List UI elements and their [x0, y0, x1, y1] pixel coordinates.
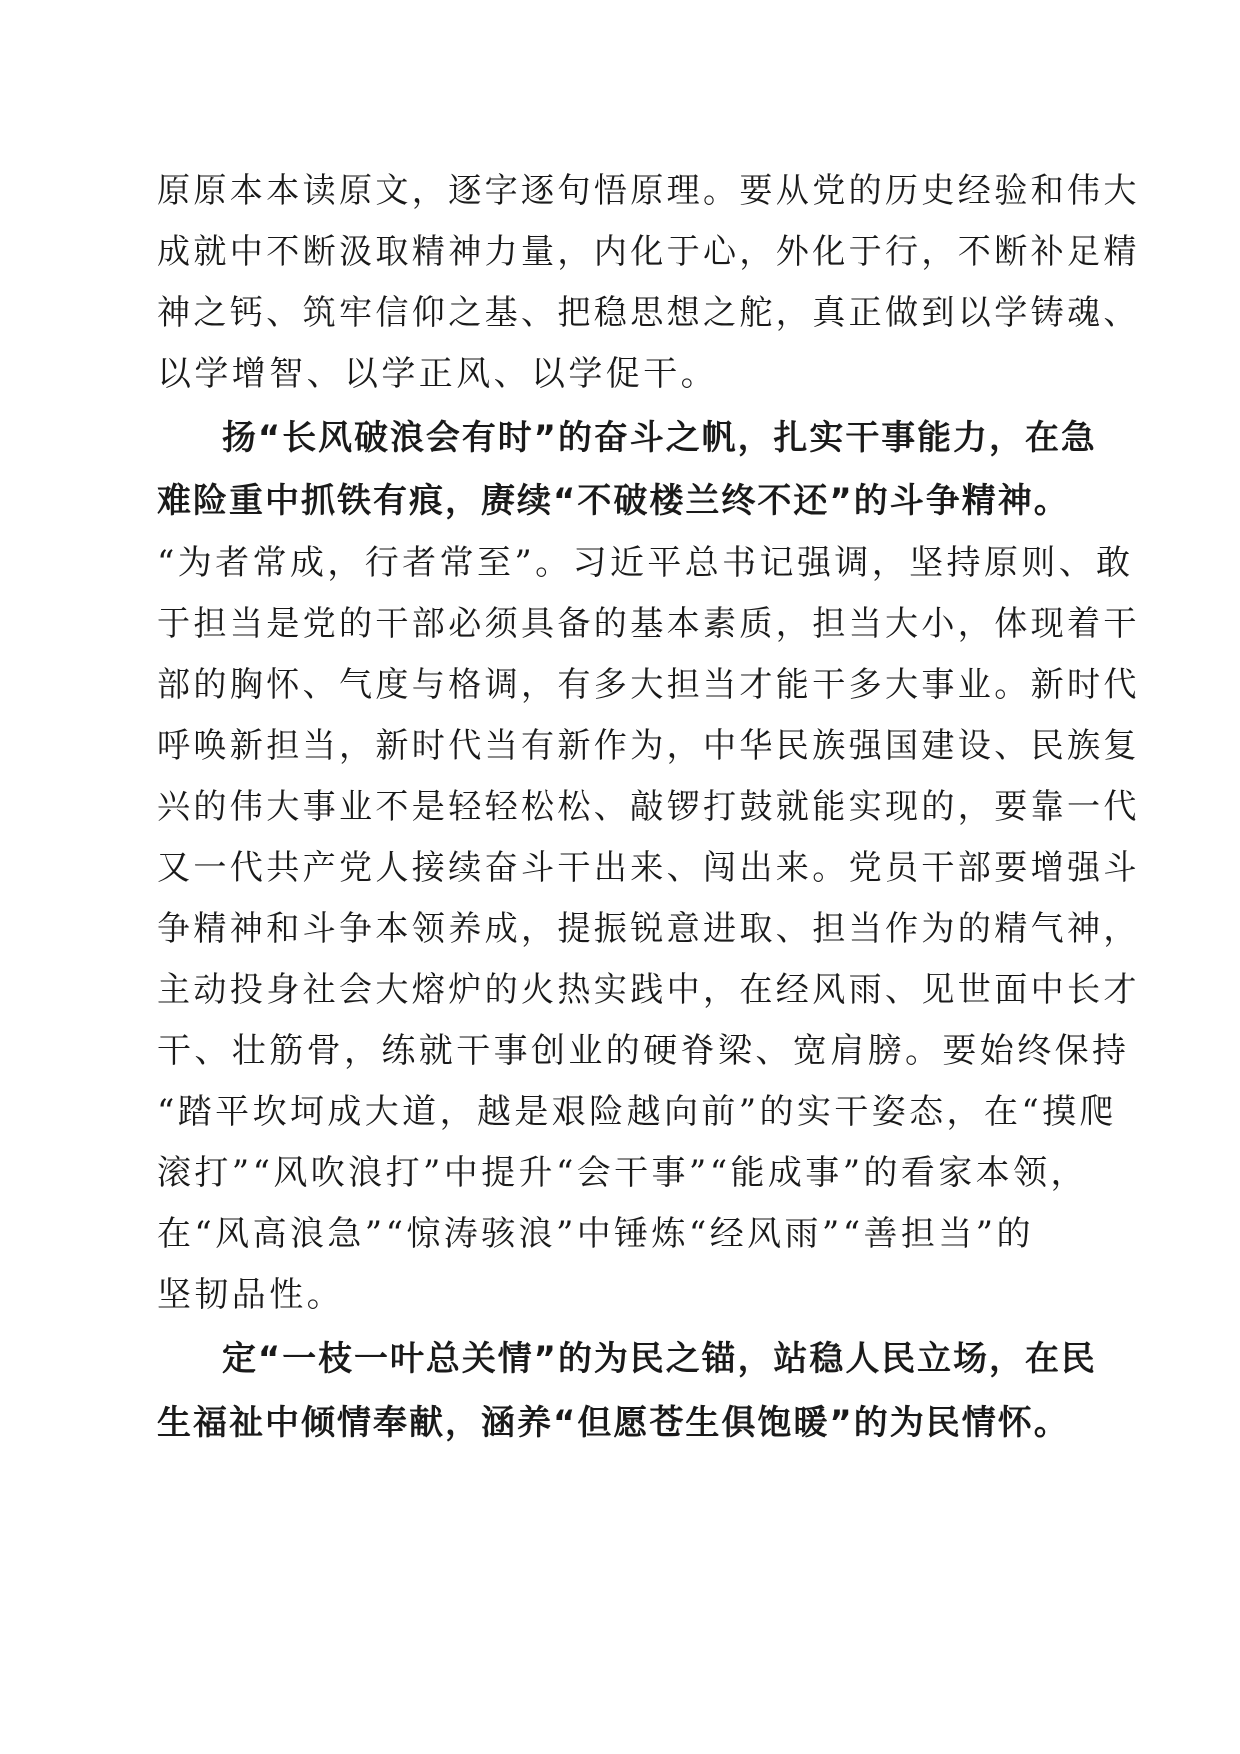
- text-line: 呼唤新担当，新时代当有新作为，中华民族强国建设、民族复: [157, 726, 1140, 766]
- text-line: 部的胸怀、气度与格调，有多大担当才能干多大事业。新时代: [157, 665, 1140, 705]
- text-line: 在“风高浪急”“惊涛骇浪”中锤炼“经风雨”“善担当”的: [157, 1214, 1034, 1254]
- text-line: “为者常成，行者常至”。习近平总书记强调，坚持原则、敢: [157, 543, 1134, 583]
- section-heading-line: 难险重中抓铁有痕，赓续“不破楼兰终不还”的斗争精神。: [157, 481, 1070, 521]
- text-line: 争精神和斗争本领养成，提振锐意进取、担当作为的精气神，: [157, 909, 1140, 949]
- text-line: 干、壮筋骨，练就干事创业的硬脊梁、宽肩膀。要始终保持: [157, 1031, 1130, 1071]
- text-line: 兴的伟大事业不是轻轻松松、敲锣打鼓就能实现的，要靠一代: [157, 787, 1140, 827]
- section-heading-line: 定“一枝一叶总关情”的为民之锚，站稳人民立场，在民: [222, 1339, 1097, 1379]
- text-line: 原原本本读原文，逐字逐句悟原理。要从党的历史经验和伟大: [157, 171, 1140, 211]
- text-line: 于担当是党的干部必须具备的基本素质，担当大小，体现着干: [157, 604, 1140, 644]
- text-line: 又一代共产党人接续奋斗干出来、闯出来。党员干部要增强斗: [157, 848, 1140, 888]
- text-line: 主动投身社会大熔炉的火热实践中，在经风雨、见世面中长才: [157, 970, 1140, 1010]
- text-line: 成就中不断汲取精神力量，内化于心，外化于行，不断补足精: [157, 232, 1140, 272]
- text-line: “踏平坎坷成大道，越是艰险越向前”的实干姿态，在“摸爬: [157, 1092, 1117, 1132]
- text-line: 滚打”“风吹浪打”中提升“会干事”“能成事”的看家本领，: [157, 1153, 1088, 1193]
- section-heading-line: 扬“长风破浪会有时”的奋斗之帆，扎实干事能力，在急: [222, 418, 1097, 458]
- text-line: 以学增智、以学正风、以学促干。: [157, 354, 718, 394]
- section-heading-line: 生福祉中倾情奉献，涵养“但愿苍生俱饱暖”的为民情怀。: [157, 1403, 1070, 1443]
- text-line: 神之钙、筑牢信仰之基、把稳思想之舵，真正做到以学铸魂、: [157, 293, 1140, 333]
- text-line: 坚韧品性。: [157, 1275, 344, 1315]
